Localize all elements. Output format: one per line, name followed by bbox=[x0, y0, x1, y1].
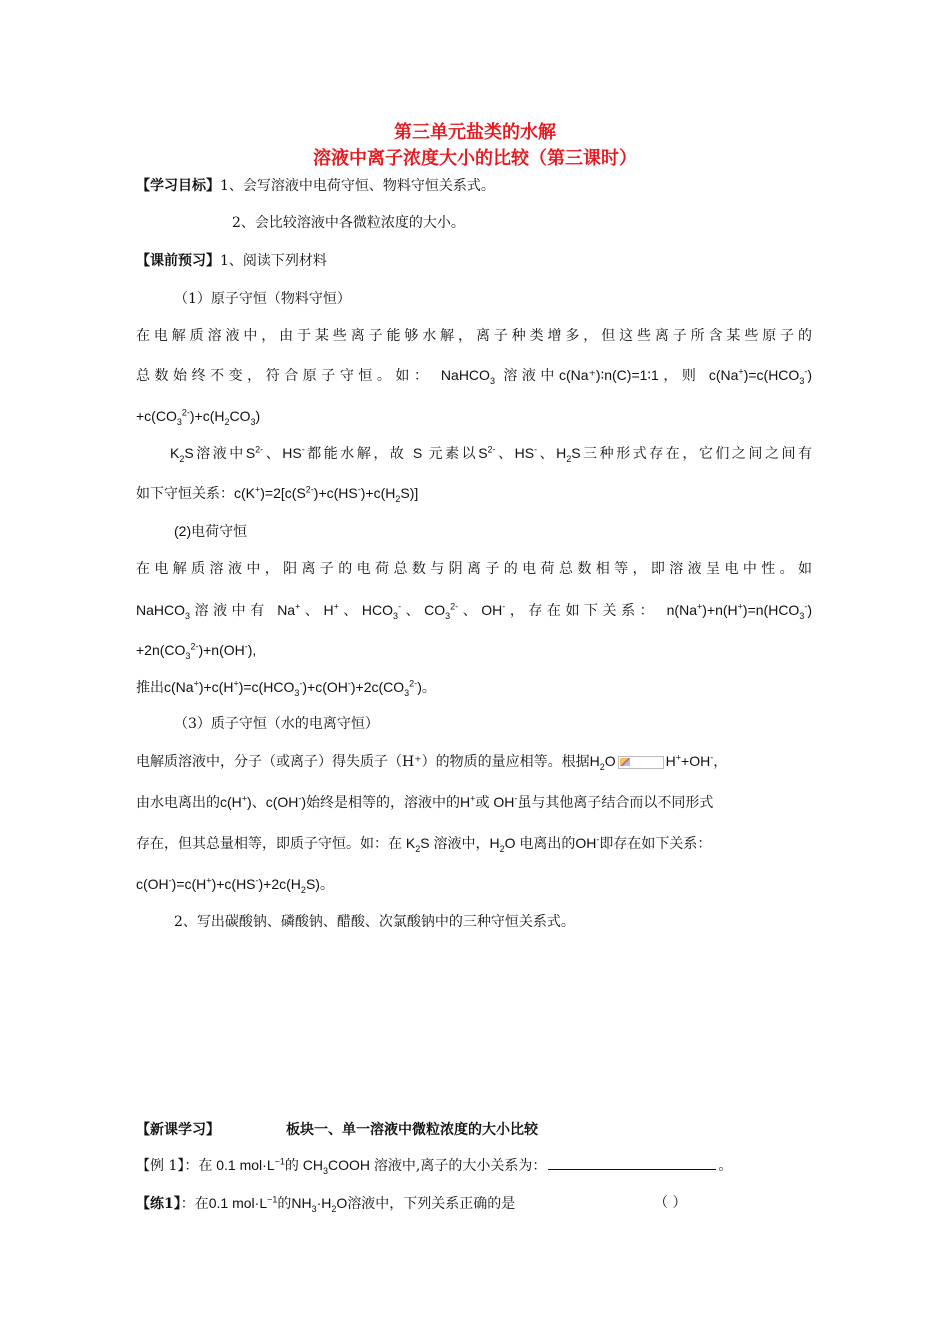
task-2: 2、写出碳酸钠、磷酸钠、醋酸、次氯酸钠中的三种守恒关系式。 bbox=[174, 914, 575, 930]
example-1-text-c: 溶液中,离子的大小关系为： bbox=[373, 1158, 547, 1174]
sec3-para-line-2: 由水电离出的c(H+)、c(OH-)始终是相等的，溶液中的H+或 OH-虽与其他离子结合而以不同形式 bbox=[136, 793, 714, 811]
sec2-heading: (2)电荷守恒 bbox=[174, 523, 248, 539]
sec1-para-line-3: $+c(CO_3^{2-})+c(H_2CO_3)$ bbox=[136, 407, 261, 427]
sec1-p2a: 总数始终不变，符合原子守恒。如： bbox=[136, 368, 433, 384]
sec3-p3b: 溶液中， bbox=[433, 836, 490, 852]
sec2-para-line-3: $+2n(CO_3^{2-})+n(OH^-)$, bbox=[136, 641, 257, 661]
example-1-text-b: 的 bbox=[284, 1158, 299, 1174]
sec2-p2b: 存在如下关系： bbox=[528, 603, 659, 619]
sec1-p3a: 溶液中 bbox=[193, 446, 246, 462]
objective-item-1: 1、会写溶液中电荷守恒、物料守恒关系式。 bbox=[220, 178, 495, 194]
sec2-p2a: 溶液中有 bbox=[190, 603, 269, 619]
sec1-ratio: c(Na⁺)∶n(C)=1∶1 bbox=[558, 367, 659, 383]
practice-1-label: 【练1】 bbox=[136, 1196, 181, 1212]
sec2-para-line-2: NaHCO$_3$溶液中有 Na+、H+、$HCO_3^-$、$CO_3^{2-}$、OH-，存在如下关系： $n(Na^+)+n(H^+)=n(HCO_3^-)$ bbox=[136, 601, 813, 621]
sec1-para-line-5: 如下守恒关系：$c(K^+)=2[c(S^{2-})+c(HS^-)+c(H_2S)]$ bbox=[136, 484, 419, 504]
example-1-answer-blank[interactable] bbox=[548, 1155, 716, 1170]
new-lesson-label: 【新课学习】 bbox=[136, 1122, 220, 1138]
sec1-para-line-4: $K_2S$溶液中$S^{2-}$、HS-都能水解，故 S 元素以$S^{2-}$、HS-、$H_2S$三种形式存在，它们之间之间有 bbox=[170, 444, 813, 464]
page-title: 第三单元盐类的水解 bbox=[394, 122, 556, 143]
example-1-text-a: ：在 0.1 mol·L bbox=[184, 1157, 275, 1173]
equilibrium-arrow-icon bbox=[618, 756, 664, 769]
practice-1-text-b: 的 bbox=[277, 1196, 292, 1212]
example-1-end: 。 bbox=[718, 1158, 733, 1174]
sec1-para-line-2: 总数始终不变，符合原子守恒。如： NaHCO$_3$ 溶液中c(Na⁺)∶n(C)=1∶1，则 $c(Na^+)=c(HCO_3^-)$ bbox=[136, 366, 812, 386]
objectives-line-1 bbox=[136, 176, 495, 196]
objectives-label: 【学习目标】 bbox=[136, 178, 220, 194]
example-1: 【例 1】：在 0.1 $mol\cdot L^{-1}$的 $CH_3COOH$ 溶液中,离子的大小关系为： 。 bbox=[136, 1156, 733, 1176]
sec3-p3d: 即存在如下关系： bbox=[599, 836, 712, 852]
sec1-para-line-1: 在电解质溶液中，由于某些离子能够水解，离子种类增多，但这些离子所含某些原子的 bbox=[136, 328, 812, 344]
sec3-p3a: 存在，但其总量相等，即质子守恒。如：在 bbox=[136, 836, 402, 852]
sec3-p1a: 电解质溶液中，分子（或离子）得失质子（H⁺）的物质的量应相等。根据 bbox=[136, 754, 590, 770]
sec2-p4b: 。 bbox=[421, 680, 436, 696]
objective-item-2: 2、会比较溶液中各微粒浓度的大小。 bbox=[232, 215, 465, 231]
example-1-label: 【例 1】 bbox=[136, 1158, 185, 1174]
sec1-p3d: 三种形式存在，它们之间之间有 bbox=[580, 446, 813, 462]
sec3-p2b: 始终是相等的，溶液中的 bbox=[306, 795, 461, 811]
sec1-p2c: ，则 bbox=[658, 368, 701, 384]
sec1-p2b: 溶液中 bbox=[503, 368, 559, 384]
sec2-para-line-4: 推出$c(Na^+)+c(H^+)=c(HCO_3^-)+c(OH^-)+2c(CO_3^{2-})$。 bbox=[136, 678, 436, 698]
practice-1: 【练1】：在0.1 $mol\cdot L^{-1}$的$NH_3\cdot H_2O$溶液中，下列关系正确的是 bbox=[136, 1194, 516, 1214]
sec3-para-line-3: 存在，但其总量相等，即质子守恒。如：在 $K_2S$ 溶液中，$H_2O$ 电离出的OH-即存在如下关系： bbox=[136, 834, 712, 854]
sec3-para-line-4: $c(OH^-)=c(H^+)+c(HS^-)+2c(H_2S)$。 bbox=[136, 875, 334, 895]
preview-intro: 1、阅读下列材料 bbox=[220, 253, 327, 269]
sec1-p4: 如下守恒关系： bbox=[136, 486, 234, 502]
sec3-para-line-1: 电解质溶液中，分子（或离子）得失质子（H⁺）的物质的量应相等。根据$H_2O$ H++OH-， bbox=[136, 752, 728, 772]
sec3-p4b: 。 bbox=[319, 877, 334, 893]
sec3-heading: （3）质子守恒（水的电离守恒） bbox=[174, 716, 379, 732]
practice-1-text-a: ：在0.1 mol·L bbox=[180, 1195, 268, 1211]
sec1-heading: （1）原子守恒（物料守恒） bbox=[174, 291, 351, 307]
block-one-title: 板块一、单一溶液中微粒浓度的大小比较 bbox=[286, 1122, 538, 1138]
preview-label: 【课前预习】 bbox=[136, 253, 220, 269]
sec3-p2c: 虽与其他离子结合而以不同形式 bbox=[517, 795, 714, 811]
sec1-p3b: 都能水解，故 bbox=[304, 446, 407, 462]
sec2-para-line-1: 在电解质溶液中，阳离子的电荷总数与阴离子的电荷总数相等，即溶液呈电中性。如 bbox=[136, 561, 812, 577]
sec3-p3c: 电离出的 bbox=[519, 836, 576, 852]
practice-1-answer-paren[interactable]: （ ） bbox=[654, 1195, 687, 1211]
preview-line bbox=[136, 251, 327, 271]
sec1-p3c: 元素以 bbox=[428, 446, 479, 462]
practice-1-text-c: 溶液中，下列关系正确的是 bbox=[347, 1196, 516, 1212]
sec3-p2a: 由水电离出的 bbox=[136, 795, 220, 811]
sec2-p4a: 推出 bbox=[136, 680, 164, 696]
page-subtitle: 溶液中离子浓度大小的比较（第三课时） bbox=[313, 148, 637, 169]
